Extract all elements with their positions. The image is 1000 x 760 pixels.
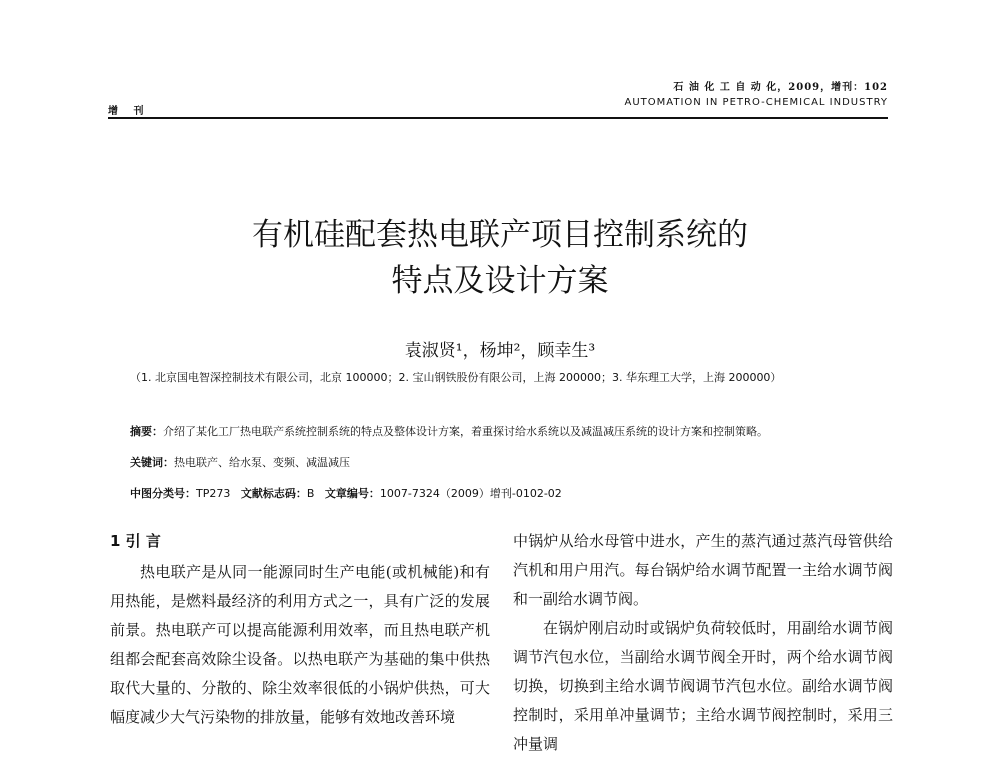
abstract-text: 介绍了某化工厂热电联产系统控制系统的特点及整体设计方案，着重探讨给水系统以及减温减压系统的设计方案和控制策略。 — [163, 425, 768, 438]
body-column-left — [110, 527, 490, 732]
section-heading: 1 引 言 — [110, 532, 161, 550]
issue-label: 增 刊 — [108, 106, 150, 117]
abstract-label: 摘要： — [130, 425, 163, 438]
title-line-2: 特点及设计方案 — [391, 263, 609, 299]
title-line-1: 有机硅配套热电联产项目控制系统的 — [252, 217, 748, 253]
article-number-label: 文章编号： — [324, 487, 380, 500]
keywords — [130, 454, 888, 470]
article-number-value: 1007-7324（2009）增刊-0102-02 — [379, 487, 562, 500]
journal-line: 石 油 化 工 自 动 化，2009，增刊：102 — [673, 82, 888, 93]
doc-code-label: 文献标志码： — [240, 487, 307, 500]
doc-code-value: B — [306, 487, 315, 500]
keywords-text: 热电联产、给水泵、变频、减温减压 — [174, 456, 350, 469]
classification — [130, 485, 888, 501]
abstract — [130, 423, 888, 439]
body-paragraph: 在锅炉刚启动时或锅炉负荷较低时，用副给水调节阀调节汽包水位，当副给水调节阀全开时，两个给水调节阀切换，切换到主给水调节阀调节汽包水位。副给水调节阀控制时，采用单冲量调节；主给水调节阀控制时，采用三冲量调 — [513, 619, 893, 753]
journal-header — [625, 78, 888, 108]
keywords-label: 关键词： — [130, 456, 174, 469]
journal-english-name: AUTOMATION IN PETRO-CHEMICAL INDUSTRY — [624, 97, 888, 108]
body-paragraph-continued: 中锅炉从给水母管中进水，产生的蒸汽通过蒸汽母管供给汽机和用户用汽。每台锅炉给水调节配置一主给水调节阀和一副给水调节阀。 — [513, 532, 893, 608]
authors: 袁淑贤¹，杨坤²，顾幸生³ — [404, 341, 596, 361]
clc-label: 中图分类号： — [130, 487, 196, 500]
affiliations: （1. 北京国电智深控制技术有限公司，北京 100000；2. 宝山钢铁股份有限公司，上海 200000；3. 华东理工大学，上海 200000） — [130, 371, 782, 384]
body-column-right — [513, 527, 893, 759]
intro-paragraph: 热电联产是从同一能源同时生产电能(或机械能)和有用热能，是燃料最经济的利用方式之一，具有广泛的发展前景。热电联产可以提高能源利用效率，而且热电联产机组都会配套高效除尘设备。以热电联产为基础的集中供热取代大量的、分散的、除尘效率很低的小锅炉供热，可大幅度减少大气污染物的排放量，能够有效地改善环境 — [110, 563, 490, 726]
clc-value: TP273 — [196, 487, 231, 500]
paper-title — [0, 212, 1000, 304]
header-rule — [108, 117, 888, 119]
